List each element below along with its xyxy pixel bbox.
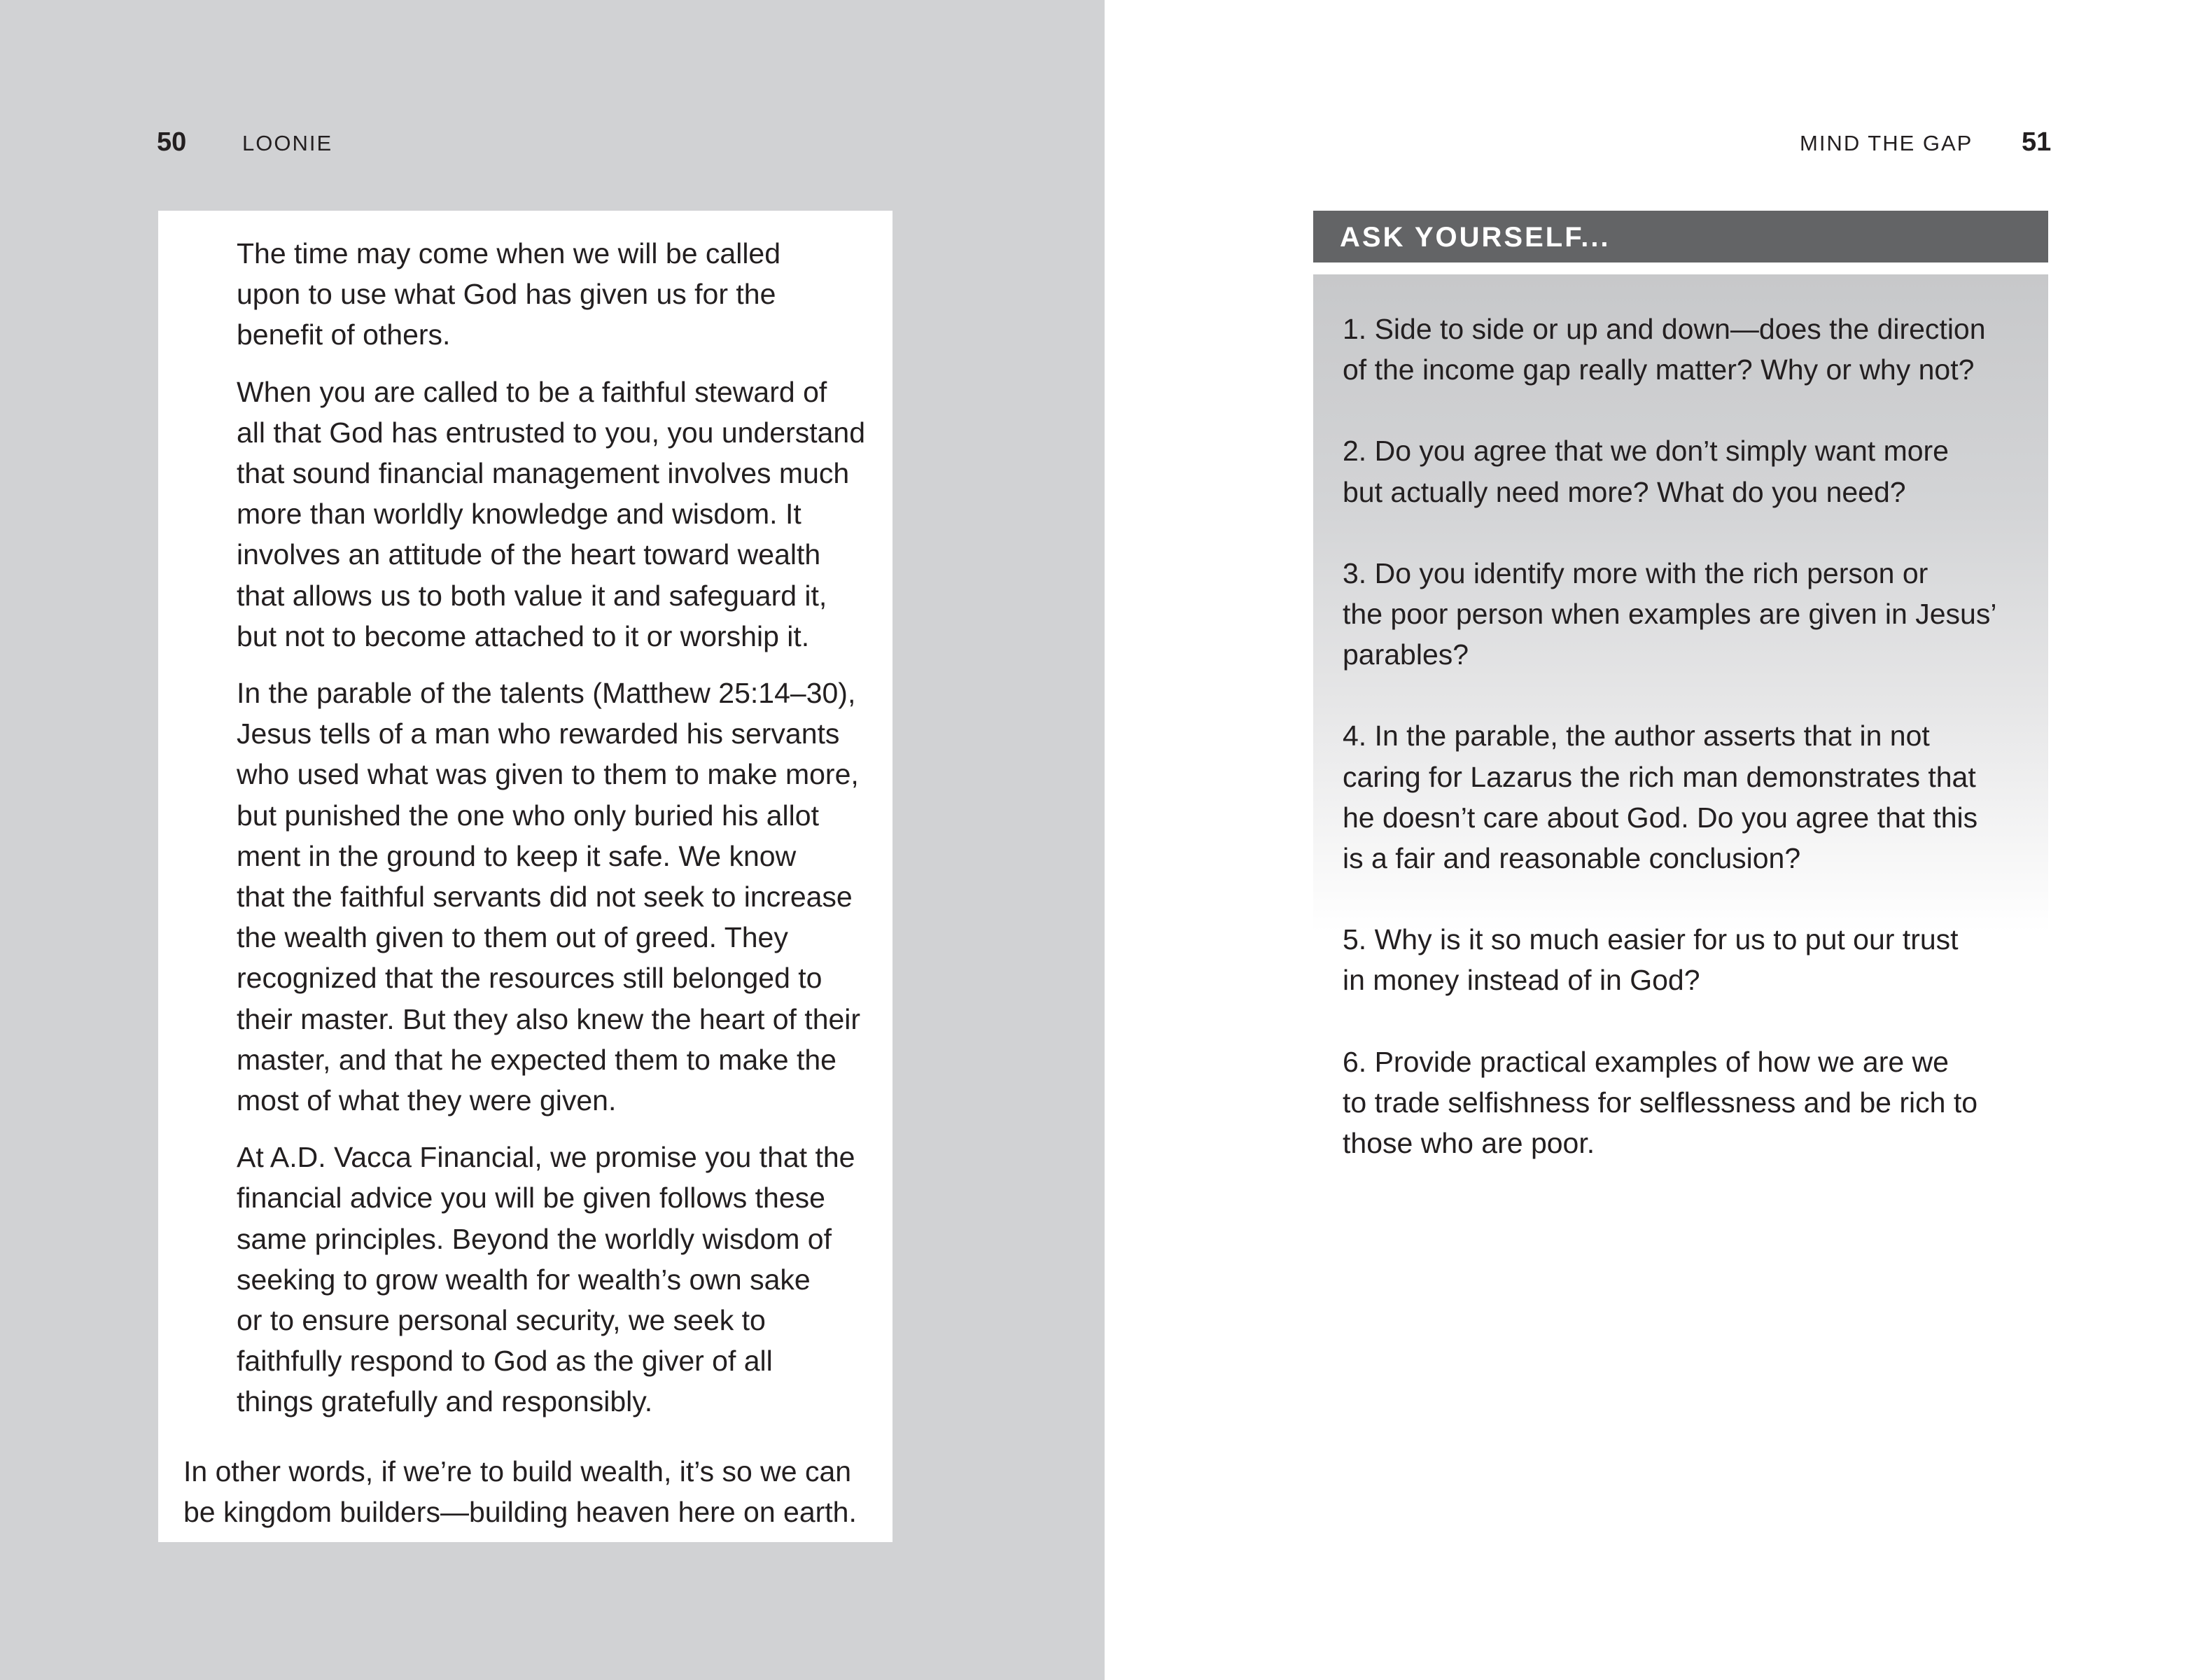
right-page: [1105, 0, 2205, 1680]
sidebar-title: ASK YOURSELF...: [1340, 222, 1611, 253]
question-item: 6. Provide practical examples of how we are we to trade selfishness for selflessness and be rich to those who are poor.: [1343, 1045, 1978, 1160]
text-box: [158, 211, 892, 1542]
indented-passage: [237, 233, 881, 1438]
question-item: 1. Side to side or up and down—does the direction of the income gap really matter? Why or why not?: [1343, 313, 1986, 386]
running-head: MIND THE GAP: [1800, 131, 1973, 155]
body-paragraph: The time may come when we will be called upon to use what God has given us for the benefit of others.: [237, 237, 781, 351]
running-head: LOONIE: [242, 131, 333, 155]
question-item: 4. In the parable, the author asserts that in not caring for Lazarus the rich man demonstrates that he doesn’t care about God. Do you agree that this is a fair and reasonable conclusion?: [1343, 720, 1978, 875]
body-paragraph: At A.D. Vacca Financial, we promise you that the financial advice you will be given follows these same principles. Beyond the worldly wisdom of seeking to grow wealth for wealth’s own sake or to ensure personal security, we seek to faithfully respond to God as the giver of all things gratefully and responsibly.: [237, 1141, 855, 1418]
page-number: 51: [2022, 127, 2052, 157]
page-number: 50: [157, 127, 187, 157]
sidebar-header: [1313, 211, 2048, 262]
question-item: 3. Do you identify more with the rich person or the poor person when examples are given in Jesus’ parables?: [1343, 556, 1997, 671]
body-paragraph: In the parable of the talents (Matthew 25:14–30), Jesus tells of a man who rewarded his servants who used what was given to them to make more, but punished the one who only buried his allot ment in the ground to keep it safe. We know that the faithful servants did not seek to increase the wealth given to them out of greed. They recognized that the resources still belonged to their master. But they also knew the heart of their master, and that he expected them to make the most of what they were given.: [237, 677, 861, 1117]
question-list: [1343, 309, 2022, 1204]
question-item: 2. Do you agree that we don’t simply want more but actually need more? What do you need?: [1343, 435, 1949, 508]
body-paragraph: When you are called to be a faithful steward of all that God has entrusted to you, you understand that sound financial management involves much more than worldly knowledge and wisdom. It involves an attitude of the heart toward wealth that allows us to both value it and safeguard it, but not to become attached to it or worship it.: [237, 375, 866, 652]
closing-paragraph: In other words, if we’re to build wealth, it’s so we can be kingdom builders—building heaven here on earth.: [183, 1455, 857, 1529]
question-item: 5. Why is it so much easier for us to put our trust in money instead of in God?: [1343, 923, 1959, 997]
